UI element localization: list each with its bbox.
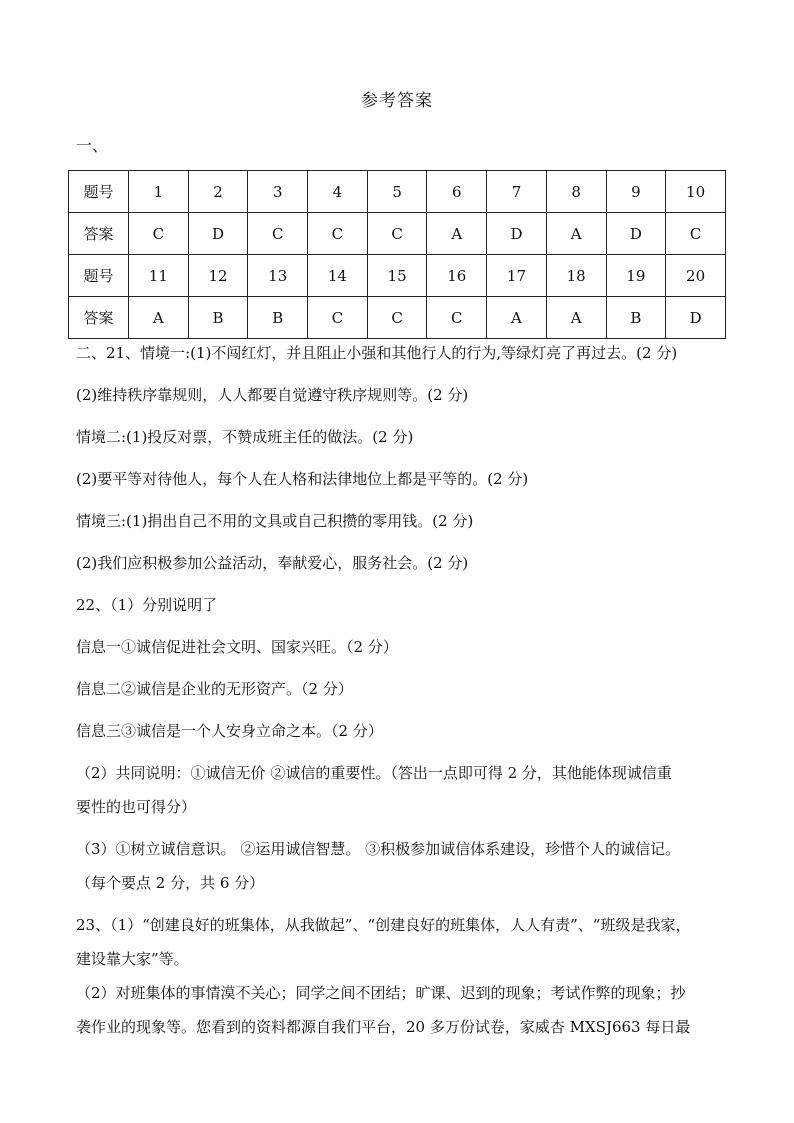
table-row bbox=[69, 297, 726, 339]
table-cell: 7 bbox=[487, 171, 547, 213]
q21-scenario1-part1: 二、21、情境一:(1)不闯红灯，并且阻止小强和其他行人的行为,等绿灯亮了再过去。(2 分) bbox=[76, 344, 678, 362]
table-cell: 14 bbox=[308, 255, 368, 297]
q22-part3-line2: （每个要点 2 分，共 6 分） bbox=[76, 874, 265, 892]
q21-scenario1-part2: (2)维持秩序靠规则，人人都要自觉遵守秩序规则等。(2 分) bbox=[76, 386, 469, 404]
answer-table bbox=[68, 170, 726, 339]
q22-part2-line2: 要性的也可得分） bbox=[76, 798, 197, 816]
table-cell: 12 bbox=[188, 255, 248, 297]
page-title: 参考答案 bbox=[361, 91, 433, 111]
table-cell: C bbox=[308, 213, 368, 255]
table-cell: B bbox=[188, 297, 248, 339]
table-cell: B bbox=[248, 297, 308, 339]
row-label: 答案 bbox=[69, 297, 129, 339]
table-cell: 6 bbox=[427, 171, 487, 213]
table-cell: C bbox=[308, 297, 368, 339]
table-cell: 17 bbox=[487, 255, 547, 297]
table-cell: 8 bbox=[546, 171, 606, 213]
table-cell: A bbox=[487, 297, 547, 339]
q22-part1-heading: 22、（1）分别说明了 bbox=[76, 596, 218, 614]
table-cell: D bbox=[487, 213, 547, 255]
table-cell: D bbox=[188, 213, 248, 255]
table-cell: A bbox=[546, 297, 606, 339]
table-cell: C bbox=[248, 213, 308, 255]
q23-part1-line1: 23、（1）“创建良好的班集体，从我做起”、“创建良好的班集体，人人有责”、“班级是我家， bbox=[76, 916, 691, 934]
table-cell: 1 bbox=[129, 171, 189, 213]
q22-info1: 信息一①诚信促进社会文明、国家兴旺。（2 分） bbox=[76, 638, 398, 656]
table-cell: 13 bbox=[248, 255, 308, 297]
table-cell: 18 bbox=[546, 255, 606, 297]
q23-part2-line2: 袭作业的现象等。您看到的资料都源自我们平台，20 多万份试卷，家威杏 MXSJ663 每日最 bbox=[76, 1018, 691, 1036]
table-cell: C bbox=[666, 213, 726, 255]
row-label: 题号 bbox=[69, 255, 129, 297]
table-cell: A bbox=[427, 213, 487, 255]
table-row bbox=[69, 213, 726, 255]
q22-part2-line1: （2）共同说明：①诚信无价 ②诚信的重要性。（答出一点即可得 2 分，其他能体现诚信重 bbox=[76, 764, 672, 782]
table-cell: C bbox=[129, 213, 189, 255]
table-cell: C bbox=[367, 213, 427, 255]
table-cell: 20 bbox=[666, 255, 726, 297]
q23-part1-line2: 建设靠大家”等。 bbox=[76, 950, 189, 968]
table-cell: B bbox=[606, 297, 666, 339]
table-cell: D bbox=[606, 213, 666, 255]
table-cell: C bbox=[427, 297, 487, 339]
table-cell: 5 bbox=[367, 171, 427, 213]
table-row bbox=[69, 171, 726, 213]
q21-scenario2-part2: (2)要平等对待他人，每个人在人格和法律地位上都是平等的。(2 分) bbox=[76, 470, 529, 488]
q23-part2-line1: （2）对班集体的事情漠不关心；同学之间不团结；旷课、迟到的现象；考试作弊的现象；抄 bbox=[76, 984, 686, 1002]
row-label: 题号 bbox=[69, 171, 129, 213]
table-cell: 19 bbox=[606, 255, 666, 297]
table-cell: A bbox=[546, 213, 606, 255]
q21-scenario3-part1: 情境三:(1)捐出自己不用的文具或自己积攒的零用钱。(2 分) bbox=[76, 512, 474, 530]
table-cell: 9 bbox=[606, 171, 666, 213]
table-cell: 10 bbox=[666, 171, 726, 213]
q21-scenario3-part2: (2)我们应积极参加公益活动，奉献爱心，服务社会。(2 分) bbox=[76, 554, 469, 572]
table-cell: A bbox=[129, 297, 189, 339]
q22-info3: 信息三③诚信是一个人安身立命之本。（2 分） bbox=[76, 722, 383, 740]
table-cell: 2 bbox=[188, 171, 248, 213]
section-one-heading: 一、 bbox=[76, 136, 109, 155]
table-cell: 11 bbox=[129, 255, 189, 297]
table-cell: 3 bbox=[248, 171, 308, 213]
table-cell: D bbox=[666, 297, 726, 339]
q22-info2: 信息二②诚信是企业的无形资产。（2 分） bbox=[76, 680, 353, 698]
row-label: 答案 bbox=[69, 213, 129, 255]
table-cell: 15 bbox=[367, 255, 427, 297]
table-row bbox=[69, 255, 726, 297]
q22-part3-line1: （3）①树立诚信意识。 ②运用诚信智慧。 ③积极参加诚信体系建设，珍惜个人的诚信记。 bbox=[76, 840, 681, 858]
table-cell: 16 bbox=[427, 255, 487, 297]
table-cell: 4 bbox=[308, 171, 368, 213]
table-cell: C bbox=[367, 297, 427, 339]
q21-scenario2-part1: 情境二:(1)投反对票，不赞成班主任的做法。(2 分) bbox=[76, 428, 414, 446]
answer-content bbox=[76, 343, 744, 1038]
